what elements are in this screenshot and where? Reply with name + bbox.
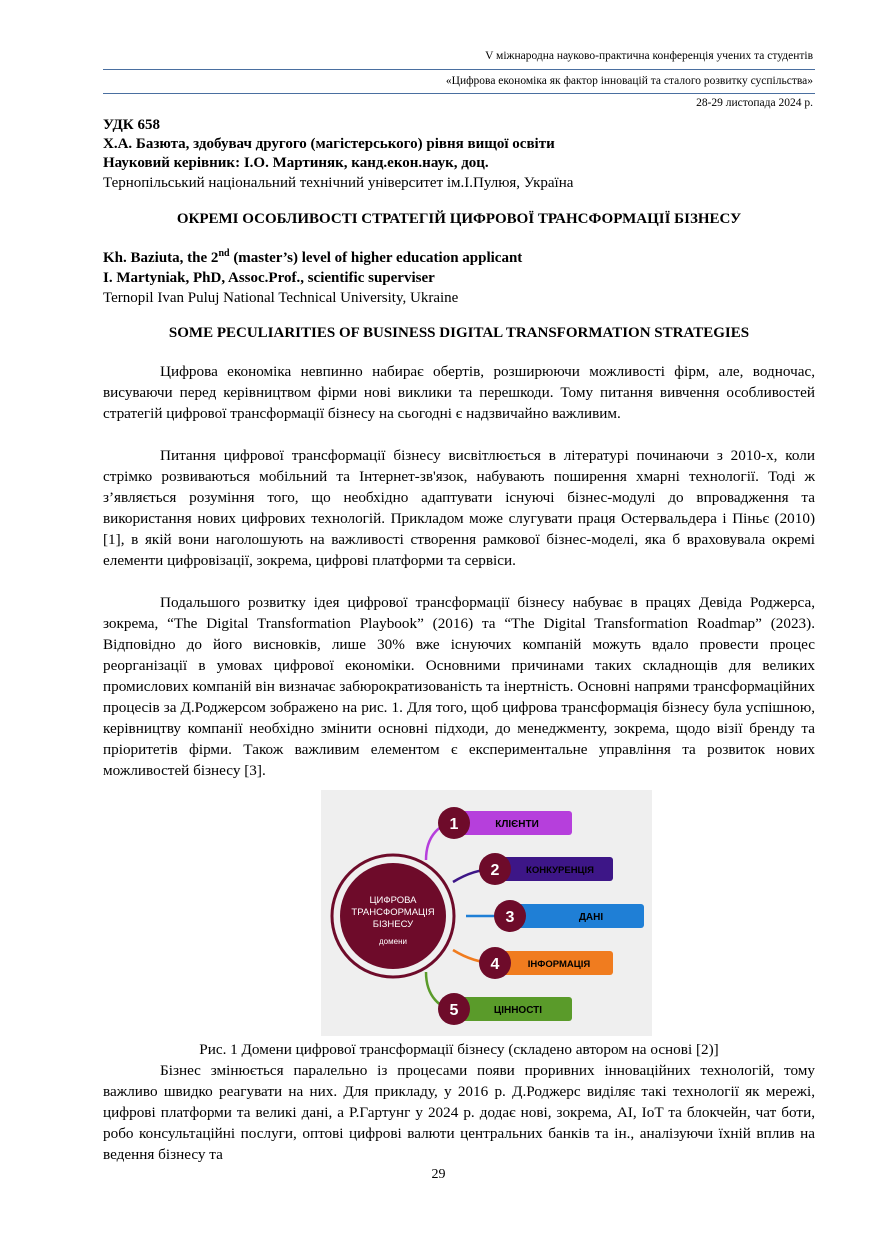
paragraph-1: Цифрова економіка невпинно набирає обертів, розширюючи можливості фірм, але, водночас, висуваючи перед керівництвом фірми нові виклики та перешкоди. Тому питання вивчення особливостей стратегій цифрової трансформації бізнесу на сьогодні є надзвичайно важливим. — [103, 363, 815, 422]
domain-label-5: ЦІННОСТІ — [493, 1005, 543, 1016]
udk-code: УДК 658 — [103, 117, 160, 133]
affiliation-en: Ternopil Ivan Puluj National Technical University, Ukraine — [103, 290, 459, 306]
figure-digital-transformation-domains — [321, 790, 652, 1036]
conference-header-line1: V міжнародна науково-практична конференція учених та студентів — [485, 50, 813, 62]
author-ua: Х.А. Базюта, здобувач другого (магістерського) рівня вищої освіти — [103, 136, 555, 152]
domain-num-1: 1 — [449, 816, 459, 833]
author-en-pre: Kh. Baziuta, the 2 — [103, 250, 219, 266]
author-en-post: (master’s) level of higher education applicant — [229, 250, 523, 266]
center-text-4: домени — [379, 937, 407, 946]
domain-num-5: 5 — [449, 1002, 459, 1019]
domain-label-3: ДАНІ — [578, 912, 604, 923]
center-text-3: БІЗНЕСУ — [372, 919, 414, 930]
center-text-1: ЦИФРОВА — [369, 895, 417, 906]
domain-label-2: КОНКУРЕНЦІЯ — [526, 865, 594, 876]
author-en-sup: nd — [218, 248, 230, 259]
header-divider-bottom — [103, 93, 815, 94]
conference-header-line2: «Цифрова економіка як фактор інновацій та сталого розвитку суспільства» — [445, 75, 813, 87]
supervisor-ua: Науковий керівник: І.О. Мартиняк, канд.екон.наук, доц. — [103, 155, 489, 171]
domain-num-2: 2 — [490, 862, 500, 879]
domain-bar-3 — [510, 904, 644, 928]
figure-caption: Рис. 1 Домени цифрової трансформації бізнесу (складено автором на основі [2)] — [199, 1041, 719, 1058]
domain-label-1: КЛІЄНТИ — [495, 819, 539, 830]
domain-num-3: 3 — [505, 909, 515, 926]
paragraph-3: Подальшого розвитку ідея цифрової трансформації бізнесу набуває в працях Девіда Роджерса, зокрема, “The Digital Transformation Playbook” (2016) та “The Digital Transformation Roadmap” (2023). Відповідно до його висновків, лише 30% вже існуючих компаній можуть вдало провести процес реорганізації в умовах цифрової економіки. Основними причинами таких складнощів для великих промислових компаній він визначає забюрократизованість та інертність. Основні напрями трансформаційних процесів за Д.Роджерсом зображено на рис. 1. Для того, щоб цифрова трансформація бізнесу була успішною, керівництву компанії необхідно змінити основні підходи, до менеджменту, зокрема, щодо візії бренду та пріоритетів фірми. Також важливим елементом є експериментальне управління та розвиток нових можливостей бізнесу [3]. — [103, 594, 815, 779]
header-divider-top — [103, 69, 815, 70]
conference-date: 28-29 листопада 2024 р. — [696, 97, 813, 109]
center-text-2: ТРАНСФОРМАЦІЯ — [351, 907, 435, 918]
author-en — [103, 249, 522, 268]
title-ua: ОКРЕМІ ОСОБЛИВОСТІ СТРАТЕГІЙ ЦИФРОВОЇ ТРАНСФОРМАЦІЇ БІЗНЕСУ — [176, 211, 742, 227]
domains-diagram — [321, 790, 652, 1036]
domain-label-4: ІНФОРМАЦІЯ — [527, 959, 591, 970]
domain-num-4: 4 — [490, 956, 500, 973]
supervisor-en: I. Martyniak, PhD, Assoc.Prof., scientific superviser — [103, 270, 435, 286]
paragraph-2: Питання цифрової трансформації бізнесу висвітлюється в літературі починаючи з 2010-х, коли стрімко розвиваються мобільний та Інтернет-зв'язок, набувають поширення хмарні технології. Тоді ж з’являється розуміння того, що необхідно адаптувати існуючі бізнес-модулі до впровадження та використання нових цифрових технологій. Прикладом може слугувати праця Остервальдера і Піньє (2010) [1], в якій вони наголошують на важливості створення рамкової бізнес-моделі, яка б враховувала окремі елементи цифровізації, зокрема, цифрові платформи та сервіси. — [103, 447, 815, 569]
paragraph-4: Бізнес змінюється паралельно із процесами появи проривних інноваційних технологій, тому важливо швидко реагувати на них. Для прикладу, у 2016 р. Д.Роджерс виділяє такі технології як мережі, цифрові платформи та великі дані, а Р.Гартунг у 2024 р. додає нові, зокрема, AI, IoT та блокчейн, чат боти, робо консультаційні послуги, оптові цифрові валюти центральних банків та ін., аналізуючи їхній вплив на ведення бізнесу та — [103, 1062, 815, 1163]
page-number: 29 — [431, 1167, 446, 1182]
affiliation-ua: Тернопільський національний технічний університет ім.І.Пулюя, Україна — [103, 175, 574, 191]
title-en: SOME PECULIARITIES OF BUSINESS DIGITAL TRANSFORMATION STRATEGIES — [168, 325, 750, 341]
